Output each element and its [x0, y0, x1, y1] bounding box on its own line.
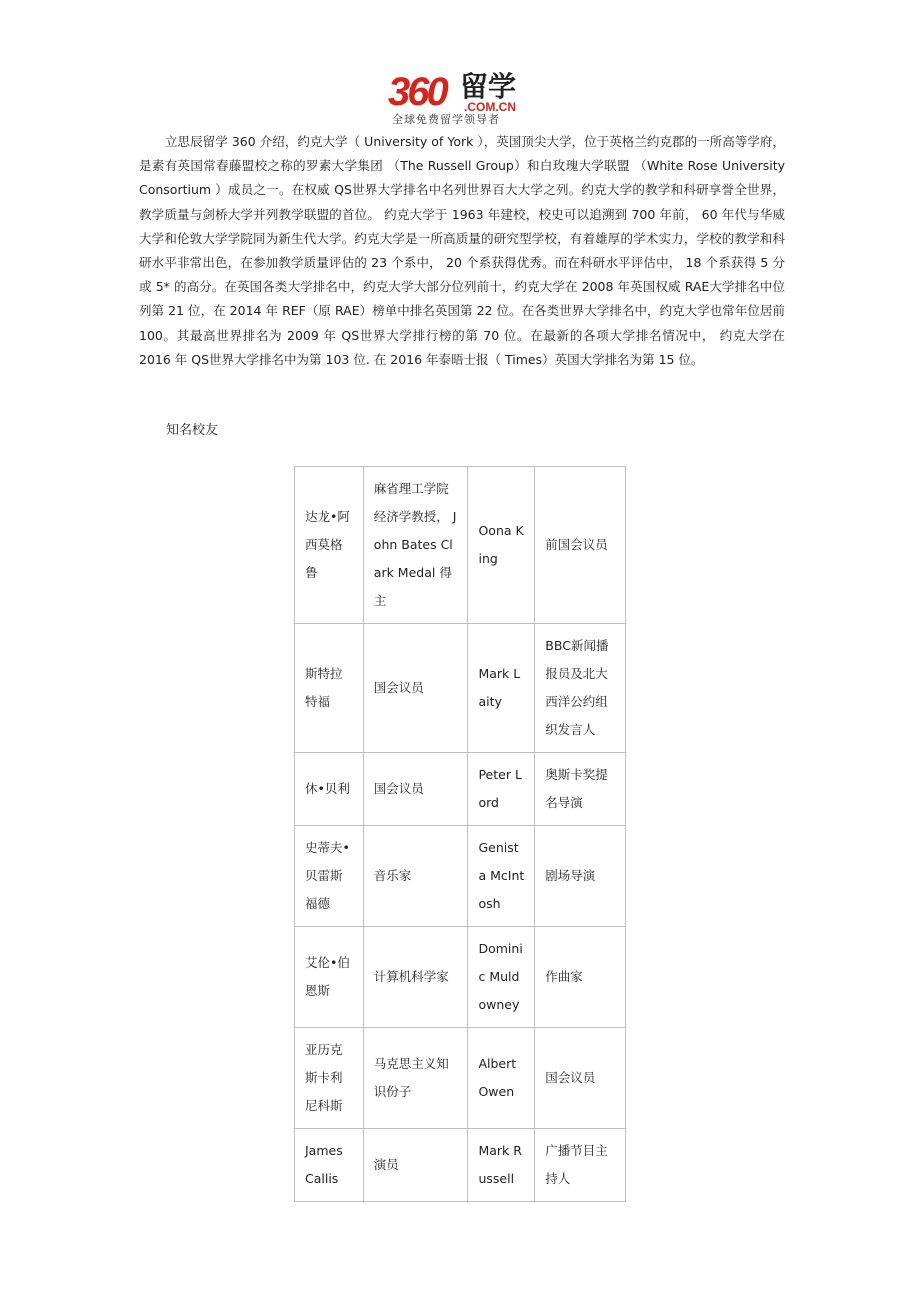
table-cell: 广播节目主持人 [535, 1129, 626, 1202]
logo-number: 360 [388, 70, 446, 114]
table-cell: 艾伦•伯恩斯 [295, 927, 364, 1028]
table-cell: 休•贝利 [295, 753, 364, 826]
table-row [295, 753, 626, 826]
360liuxue-logo [388, 70, 538, 128]
alumni-table [294, 466, 626, 1202]
table-cell: 马克思主义知识份子 [363, 1028, 468, 1129]
table-cell: Dominic Muldowney [468, 927, 535, 1028]
logo-domain: .COM.CN [464, 100, 516, 114]
table-row [295, 927, 626, 1028]
table-row [295, 1028, 626, 1129]
table-cell: 奥斯卡奖提名导演 [535, 753, 626, 826]
intro-paragraph: 立思辰留学 360 介绍，约克大学（ University of York ），英国顶尖大学，位于英格兰约克郡的一所高等学府，是素有英国常春藤盟校之称的罗素大学集团 （The Russell Group）和白玫瑰大学联盟 （White Rose University Consortium ）成员之一。在权威 QS世界大学排名中名列世界百大大学之列。约克大学的教学和科研享誉全世界， 教学质量与剑桥大学并列教学联盟的首位。 约克大学于 1963 年建校，校史可以追溯到 700 年前， 60 年代与华威大学和伦敦大学学院同为新生代大学。约克大学是一所高质量的研究型学校，有着雄厚的学术实力，学校的教学和科研水平非常出色，在参加教学质量评估的 23 个系中， 20 个系获得优秀。而在科研水平评估中， 18 个系获得 5 分或 5* 的高分。在英国各类大学排名中，约克大学大部分位列前十，约克大学在 2008 年英国权威 RAE大学排名中位列第 21 位，在 2014 年 REF（原 RAE）榜单中排名英国第 22 位。在各类世界大学排名中，约克大学也常年位居前 100。其最高世界排名为 2009 年 QS世界大学排行榜的第 70 位。在最新的各项大学排名情况中， 约克大学在 2016 年 QS世界大学排名中为第 103 位. 在 2016 年泰晤士报（ Times）英国大学排名为第 15 位。 [139, 134, 785, 367]
table-cell: 麻省理工学院经济学教授， John Bates Clark Medal 得主 [363, 467, 468, 624]
table-cell: 剧场导演 [535, 826, 626, 927]
table-cell: 亚历克斯卡利尼科斯 [295, 1028, 364, 1129]
table-cell: 国会议员 [363, 624, 468, 753]
table-cell: Mark Laity [468, 624, 535, 753]
table-cell: 前国会议员 [535, 467, 626, 624]
table-row [295, 467, 626, 624]
table-cell: 音乐家 [363, 826, 468, 927]
logo-brand-text: 留学 [460, 70, 517, 103]
logo-slogan: 全球免费留学领导者 [392, 113, 500, 126]
table-cell: 斯特拉特福 [295, 624, 364, 753]
table-cell: Mark Russell [468, 1129, 535, 1202]
table-cell: 达龙•阿西莫格鲁 [295, 467, 364, 624]
table-cell: James Callis [295, 1129, 364, 1202]
table-cell: 国会议员 [363, 753, 468, 826]
table-cell: 作曲家 [535, 927, 626, 1028]
table-row [295, 826, 626, 927]
table-cell: 国会议员 [535, 1028, 626, 1129]
table-cell: 计算机科学家 [363, 927, 468, 1028]
table-cell: Peter Lord [468, 753, 535, 826]
table-cell: Albert Owen [468, 1028, 535, 1129]
table-cell: 史蒂夫•贝雷斯福德 [295, 826, 364, 927]
table-cell: BBC新闻播报员及北大西洋公约组织发言人 [535, 624, 626, 753]
table-row [295, 1129, 626, 1202]
table-row [295, 624, 626, 753]
table-cell: Genista McIntosh [468, 826, 535, 927]
section-title-alumni: 知名校友 [166, 423, 219, 438]
table-cell: Oona King [468, 467, 535, 624]
table-cell: 演员 [363, 1129, 468, 1202]
